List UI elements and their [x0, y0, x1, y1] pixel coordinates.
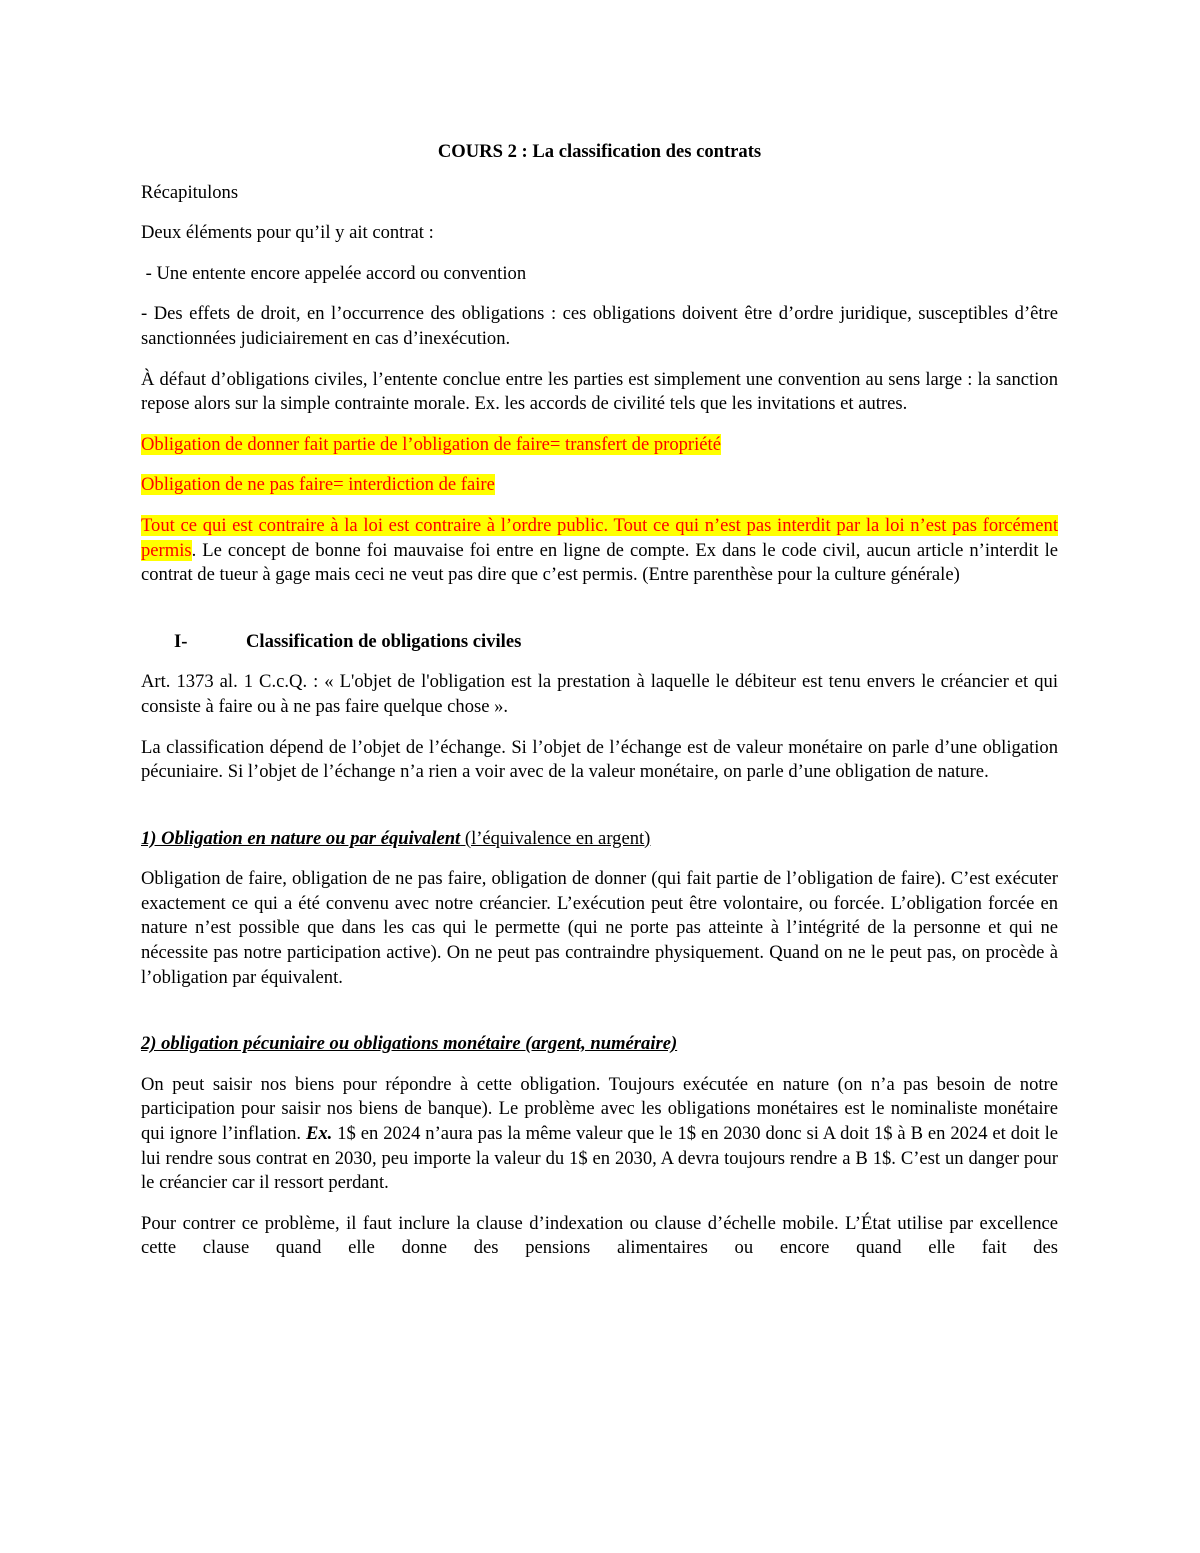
- paragraph-pecuniaire: [141, 1073, 1058, 1196]
- bullet-effets-de-droit: - Des effets de droit, en l’occurrence des obligations : ces obligations doivent être d’ordre juridique, susceptibles d’être sanctionnées judiciairement en cas d’inexécution.: [141, 303, 1058, 349]
- section-title: Classification de obligations civiles: [246, 630, 522, 652]
- subsection-title: 1) Obligation en nature ou par équivalent: [141, 827, 461, 849]
- example-marker: Ex.: [305, 1123, 333, 1145]
- highlight-donner: [141, 433, 1058, 458]
- two-elements-line: Deux éléments pour qu’il y ait contrat :: [141, 222, 434, 244]
- bullet-entente: - Une entente encore appelée accord ou convention: [141, 262, 527, 284]
- subsection-suffix: (l’équivalence en argent): [460, 827, 651, 849]
- paragraph-text: . Le concept de bonne foi mauvaise foi entre en ligne de compte. Ex dans le code civil, aucun article n’interdit le contrat de tueur à gage mais ceci ne veut pas dire que c’est permis. (Entre parenthèse pour la culture générale): [141, 539, 1058, 586]
- subsection-heading-2: 2) obligation pécuniaire ou obligations monétaire (argent, numéraire): [141, 1033, 678, 1055]
- highlighted-text: Obligation de donner fait partie de l’obligation de faire= transfert de propriété: [141, 433, 721, 455]
- section-heading-1: [141, 630, 1058, 655]
- paragraph-text: On peut saisir nos biens pour répondre à cette obligation. Toujours exécutée en nature (on n’a pas besoin de notre participation pour saisir nos biens de banque). Le problème avec les obligations monétaires est le nominaliste monétaire qui ignore l’inflation.: [141, 1073, 1058, 1145]
- highlight-ne-pas-faire: [141, 473, 1058, 498]
- subsection-heading-1: [141, 827, 1058, 852]
- paragraph-art-1373: Art. 1373 al. 1 C.c.Q. : « L'objet de l'obligation est la prestation à laquelle le débiteur est tenu envers le créancier et qui consiste à faire ou à ne pas faire quelque chose ».: [141, 671, 1058, 717]
- highlighted-text: Obligation de ne pas faire= interdiction de faire: [141, 474, 495, 496]
- page-title: COURS 2 : La classification des contrats: [437, 141, 762, 162]
- paragraph-classification: La classification dépend de l’objet de l’échange. Si l’objet de l’échange est de valeur monétaire on parle d’une obligation pécuniaire. Si l’objet de l’échange n’a rien a voir avec de la valeur monétaire, on parle d’une obligation de nature.: [141, 736, 1058, 783]
- recap-line: Récapitulons: [141, 181, 239, 203]
- document-body: [141, 140, 1058, 1277]
- paragraph-defaut: À défaut d’obligations civiles, l’entente conclue entre les parties est simplement une convention au sens large : la sanction repose alors sur la simple contrainte morale. Ex. les accords de civilité tels que les invitations et autres.: [141, 368, 1058, 415]
- paragraph-text: 1$ en 2024 n’aura pas la même valeur que le 1$ en 2030 donc si A doit 1$ à B en 2024 et doit le lui rendre sous contrat en 2030, peu importe la valeur du 1$ en 2030, A devra toujours rendre a B 1$. C’est un danger pour le créancier car il ressort perdant.: [141, 1123, 1059, 1194]
- paragraph-ordre-public: [141, 514, 1058, 588]
- highlighted-text: Tout ce qui est contraire à la loi est contraire à l’ordre public. Tout ce qui n’est pas interdit par la loi n’est pas forcément permis: [141, 514, 1058, 561]
- section-number: I-: [174, 630, 188, 652]
- paragraph-nature: Obligation de faire, obligation de ne pas faire, obligation de donner (qui fait partie de l’obligation de faire). C’est exécuter exactement ce qui a été convenu avec notre créancier. L’exécution peut être volontaire, ou forcée. L’obligation forcée en nature n’est possible que dans les cas qui le permette (qui ne porte pas atteinte à l’intégrité de la personne et qui ne nécessite pas notre participation active). On ne peut pas contraindre physiquement. Quand on ne le peut pas, on procède à l’obligation par équivalent.: [141, 868, 1058, 988]
- paragraph-indexation: Pour contrer ce problème, il faut inclure la clause d’indexation ou clause d’échelle mobile. L’État utilise par excellence cette clause quand elle donne des pensions alimentaires ou encore quand elle fait des: [141, 1212, 1058, 1259]
